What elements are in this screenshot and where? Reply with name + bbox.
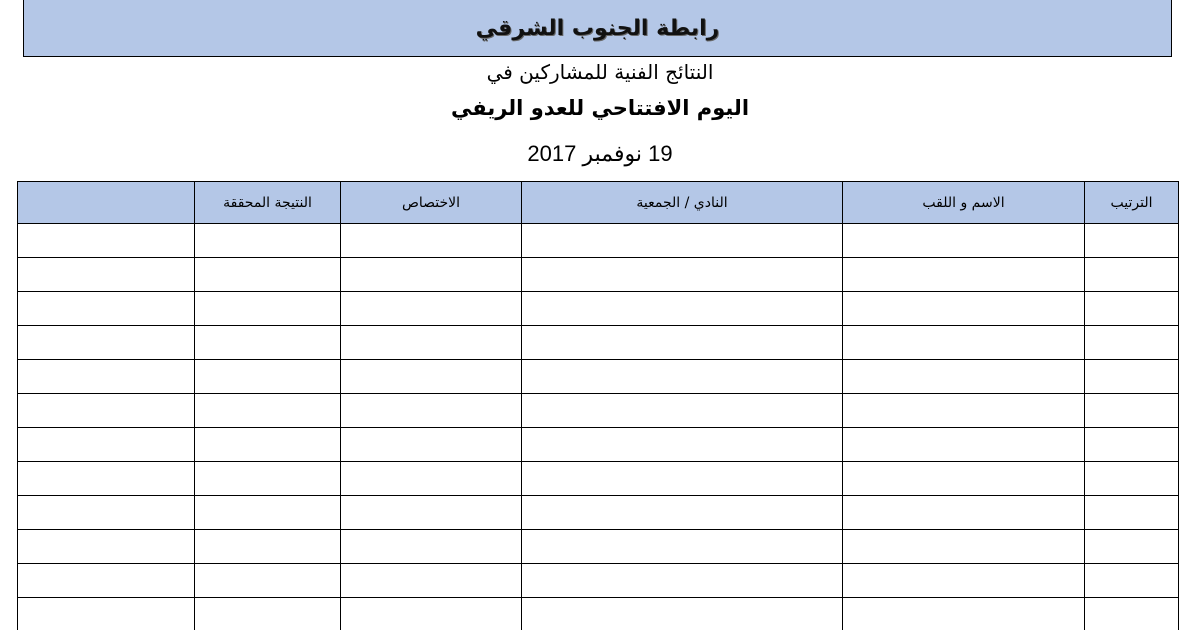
table-cell[interactable] xyxy=(195,326,341,360)
table-row xyxy=(18,258,1179,292)
table-cell[interactable] xyxy=(1085,530,1179,564)
table-cell[interactable] xyxy=(18,530,195,564)
table-cell[interactable] xyxy=(843,292,1085,326)
table-cell[interactable] xyxy=(195,224,341,258)
table-cell[interactable] xyxy=(522,462,843,496)
table-row xyxy=(18,598,1179,630)
table-cell[interactable] xyxy=(522,258,843,292)
table-cell[interactable] xyxy=(341,394,522,428)
column-header-name: الاسم و اللقب xyxy=(843,182,1085,224)
table-cell[interactable] xyxy=(341,564,522,598)
table-row xyxy=(18,428,1179,462)
column-header-result: النتيجة المحققة xyxy=(195,182,341,224)
table-cell[interactable] xyxy=(341,326,522,360)
table-cell[interactable] xyxy=(843,258,1085,292)
table-row xyxy=(18,462,1179,496)
results-subtitle: النتائج الفنية للمشاركين في xyxy=(486,60,714,84)
table-cell[interactable] xyxy=(1085,292,1179,326)
table-cell[interactable] xyxy=(195,360,341,394)
table-cell[interactable] xyxy=(1085,258,1179,292)
table-cell[interactable] xyxy=(843,564,1085,598)
table-cell[interactable] xyxy=(1085,462,1179,496)
table-row xyxy=(18,326,1179,360)
table-cell[interactable] xyxy=(843,428,1085,462)
table-cell[interactable] xyxy=(522,326,843,360)
table-cell[interactable] xyxy=(1085,224,1179,258)
column-header-specialty: الاختصاص xyxy=(341,182,522,224)
table-cell[interactable] xyxy=(18,224,195,258)
table-cell[interactable] xyxy=(522,564,843,598)
table-cell[interactable] xyxy=(195,564,341,598)
table-cell[interactable] xyxy=(843,598,1085,630)
table-row xyxy=(18,496,1179,530)
table-cell[interactable] xyxy=(18,360,195,394)
table-cell[interactable] xyxy=(18,462,195,496)
table-cell[interactable] xyxy=(843,326,1085,360)
table-cell[interactable] xyxy=(195,292,341,326)
table-cell[interactable] xyxy=(195,530,341,564)
table-header-row xyxy=(18,182,1179,224)
table-row xyxy=(18,292,1179,326)
table-cell[interactable] xyxy=(18,496,195,530)
table-row xyxy=(18,360,1179,394)
table-cell[interactable] xyxy=(18,292,195,326)
table-cell[interactable] xyxy=(522,530,843,564)
column-header-club: النادي / الجمعية xyxy=(522,182,843,224)
table-body xyxy=(18,224,1179,630)
table-cell[interactable] xyxy=(843,530,1085,564)
table-cell[interactable] xyxy=(341,428,522,462)
table-row xyxy=(18,530,1179,564)
table-cell[interactable] xyxy=(1085,564,1179,598)
table-cell[interactable] xyxy=(522,292,843,326)
table-cell[interactable] xyxy=(522,496,843,530)
table-cell[interactable] xyxy=(195,394,341,428)
table-cell[interactable] xyxy=(18,564,195,598)
table-cell[interactable] xyxy=(18,326,195,360)
table-cell[interactable] xyxy=(1085,598,1179,630)
table-cell[interactable] xyxy=(1085,496,1179,530)
event-title: اليوم الافتتاحي للعدو الريفي xyxy=(450,96,750,120)
table-row xyxy=(18,394,1179,428)
table-row xyxy=(18,564,1179,598)
table-row xyxy=(18,224,1179,258)
table-cell[interactable] xyxy=(195,258,341,292)
table-cell[interactable] xyxy=(843,224,1085,258)
table-cell[interactable] xyxy=(195,598,341,630)
table-cell[interactable] xyxy=(18,428,195,462)
table-cell[interactable] xyxy=(18,394,195,428)
table-cell[interactable] xyxy=(195,496,341,530)
results-table xyxy=(17,181,1179,630)
table-cell[interactable] xyxy=(1085,394,1179,428)
table-cell[interactable] xyxy=(843,394,1085,428)
column-header-blank xyxy=(18,182,195,224)
table-cell[interactable] xyxy=(341,462,522,496)
table-cell[interactable] xyxy=(341,258,522,292)
table-cell[interactable] xyxy=(341,598,522,630)
table-cell[interactable] xyxy=(341,360,522,394)
table-cell[interactable] xyxy=(18,598,195,630)
table-cell[interactable] xyxy=(522,428,843,462)
table-cell[interactable] xyxy=(522,360,843,394)
column-header-rank: الترتيب xyxy=(1085,182,1179,224)
header-banner xyxy=(23,0,1172,57)
table-cell[interactable] xyxy=(522,598,843,630)
table-cell[interactable] xyxy=(843,360,1085,394)
table-cell[interactable] xyxy=(1085,360,1179,394)
table-cell[interactable] xyxy=(18,258,195,292)
table-cell[interactable] xyxy=(195,462,341,496)
table-cell[interactable] xyxy=(341,530,522,564)
table-cell[interactable] xyxy=(341,224,522,258)
table-cell[interactable] xyxy=(522,394,843,428)
table-cell[interactable] xyxy=(341,292,522,326)
table-cell[interactable] xyxy=(1085,326,1179,360)
table-cell[interactable] xyxy=(522,224,843,258)
table-cell[interactable] xyxy=(341,496,522,530)
table-cell[interactable] xyxy=(843,496,1085,530)
table-cell[interactable] xyxy=(843,462,1085,496)
table-cell[interactable] xyxy=(1085,428,1179,462)
league-title: رابطة الجنوب الشرقي xyxy=(475,15,720,41)
event-date: 19 نوفمبر 2017 xyxy=(527,141,673,166)
table-cell[interactable] xyxy=(195,428,341,462)
